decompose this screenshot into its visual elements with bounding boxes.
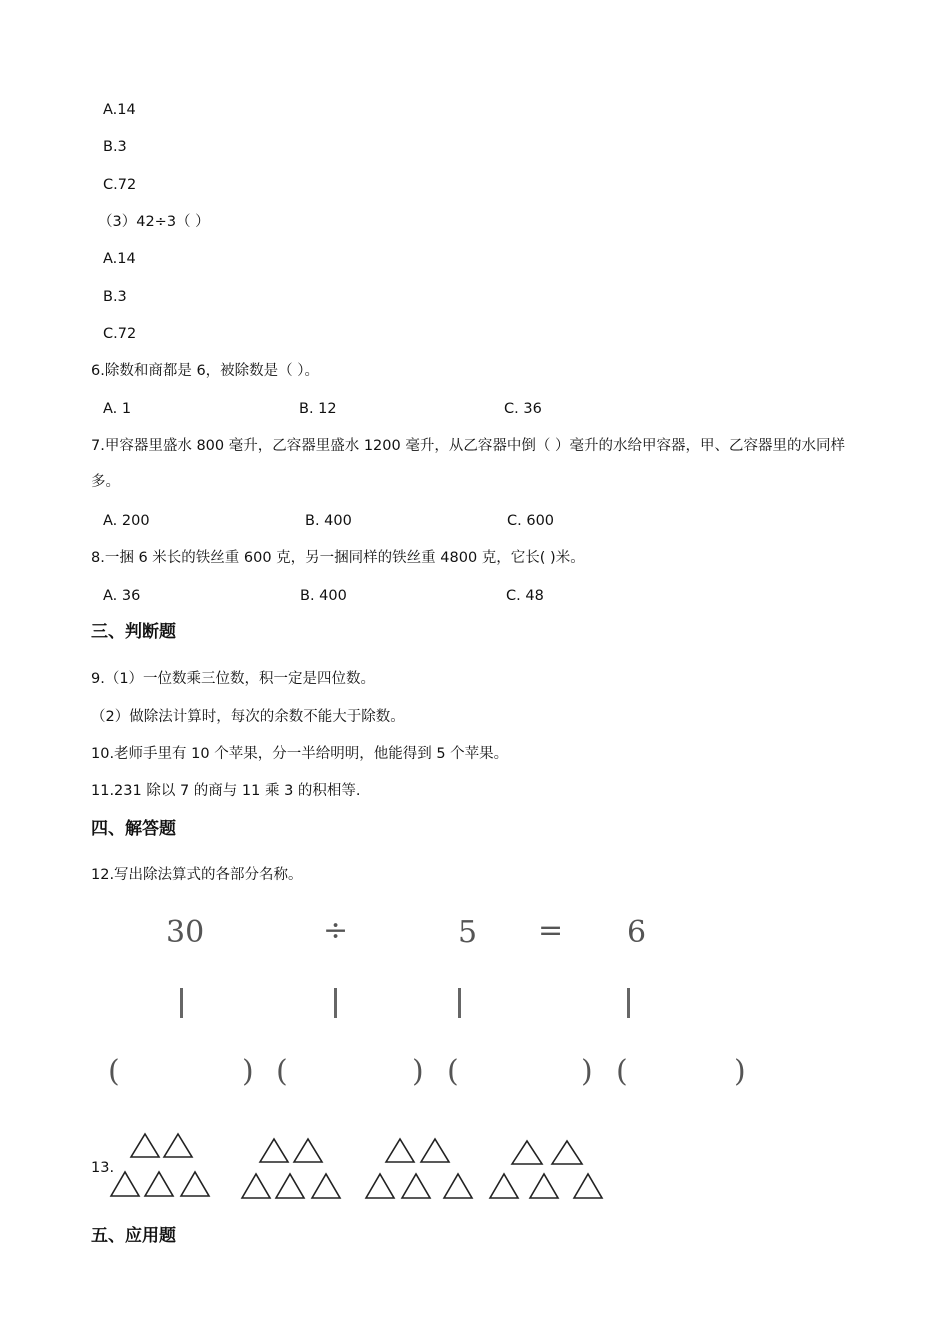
- triangle: [402, 1174, 430, 1198]
- q12-stem: 12.写出除法算式的各部分名称。: [91, 867, 303, 883]
- triangle: [260, 1139, 288, 1162]
- q5-part3-stem: （3）42÷3（ ）: [98, 214, 210, 230]
- triangle: [490, 1174, 518, 1198]
- section-3-heading: 三、判断题: [91, 622, 176, 642]
- triangle: [164, 1134, 192, 1157]
- triangle: [530, 1174, 558, 1198]
- triangle: [111, 1172, 139, 1196]
- q7-option-c[interactable]: C. 600: [507, 513, 555, 529]
- section-5-heading: 五、应用题: [91, 1226, 176, 1246]
- q5-part2-option-a[interactable]: A.14: [103, 102, 136, 118]
- triangle: [181, 1172, 209, 1196]
- triangle: [552, 1141, 582, 1164]
- triangle: [294, 1139, 322, 1162]
- q5-part2-option-c[interactable]: C.72: [103, 177, 137, 193]
- triangle: [512, 1141, 542, 1164]
- q5-part3-option-b[interactable]: B.3: [103, 289, 127, 305]
- answer-blank-right-paren: ): [581, 1054, 593, 1089]
- q7-option-b[interactable]: B. 400: [305, 513, 352, 529]
- q8-stem: 8.一捆 6 米长的铁丝重 600 克，另一捆同样的铁丝重 4800 克，它长( )米。: [91, 550, 585, 566]
- triangle: [386, 1139, 414, 1162]
- q9-part2: （2）做除法计算时，每次的余数不能大于除数。: [91, 709, 405, 725]
- q6-stem: 6.除数和商都是 6，被除数是（ ）。: [91, 363, 320, 379]
- answer-blank-left-paren: (: [108, 1054, 120, 1089]
- q6-option-a[interactable]: A. 1: [103, 401, 132, 417]
- equation-divisor: 5: [458, 915, 478, 950]
- q6-option-b[interactable]: B. 12: [299, 401, 337, 417]
- q11-stem: 11.231 除以 7 的商与 11 乘 3 的积相等.: [91, 783, 361, 799]
- equation-division-sign: ÷: [323, 913, 349, 948]
- triangle: [366, 1174, 394, 1198]
- equation-quotient: 6: [627, 915, 647, 950]
- equation-dividend: 30: [166, 915, 205, 950]
- q13-label: 13.: [91, 1160, 115, 1176]
- triangle: [421, 1139, 449, 1162]
- q5-part3-option-a[interactable]: A.14: [103, 251, 136, 267]
- answer-blank-right-paren: ): [412, 1054, 424, 1089]
- q7-stem: 7.甲容器里盛水 800 毫升，乙容器里盛水 1200 毫升，从乙容器中倒（ ）毫升的水给甲容器，甲、乙容器里的水同样多。: [91, 438, 845, 490]
- q6-option-c[interactable]: C. 36: [504, 401, 542, 417]
- q5-part2-option-b[interactable]: B.3: [103, 139, 127, 155]
- triangle: [242, 1174, 270, 1198]
- q5-part3-option-c[interactable]: C.72: [103, 326, 137, 342]
- triangle: [131, 1134, 159, 1157]
- triangle: [276, 1174, 304, 1198]
- q8-option-c[interactable]: C. 48: [506, 588, 544, 604]
- q7-option-a[interactable]: A. 200: [103, 513, 150, 529]
- triangle: [145, 1172, 173, 1196]
- triangle: [574, 1174, 602, 1198]
- q8-option-a[interactable]: A. 36: [103, 588, 141, 604]
- answer-blank-left-paren: (: [276, 1054, 288, 1089]
- q8-option-b[interactable]: B. 400: [300, 588, 347, 604]
- answer-blank-right-paren: ): [734, 1054, 746, 1089]
- section-4-heading: 四、解答题: [91, 819, 176, 839]
- equation-equals-sign: =: [538, 913, 564, 948]
- answer-blank-left-paren: (: [447, 1054, 459, 1089]
- q9-part1: 9.（1）一位数乘三位数，积一定是四位数。: [91, 671, 376, 687]
- answer-blank-right-paren: ): [242, 1054, 254, 1089]
- triangle: [312, 1174, 340, 1198]
- triangle: [444, 1174, 472, 1198]
- answer-blank-left-paren: (: [616, 1054, 628, 1089]
- q10-stem: 10.老师手里有 10 个苹果，分一半给明明，他能得到 5 个苹果。: [91, 746, 509, 762]
